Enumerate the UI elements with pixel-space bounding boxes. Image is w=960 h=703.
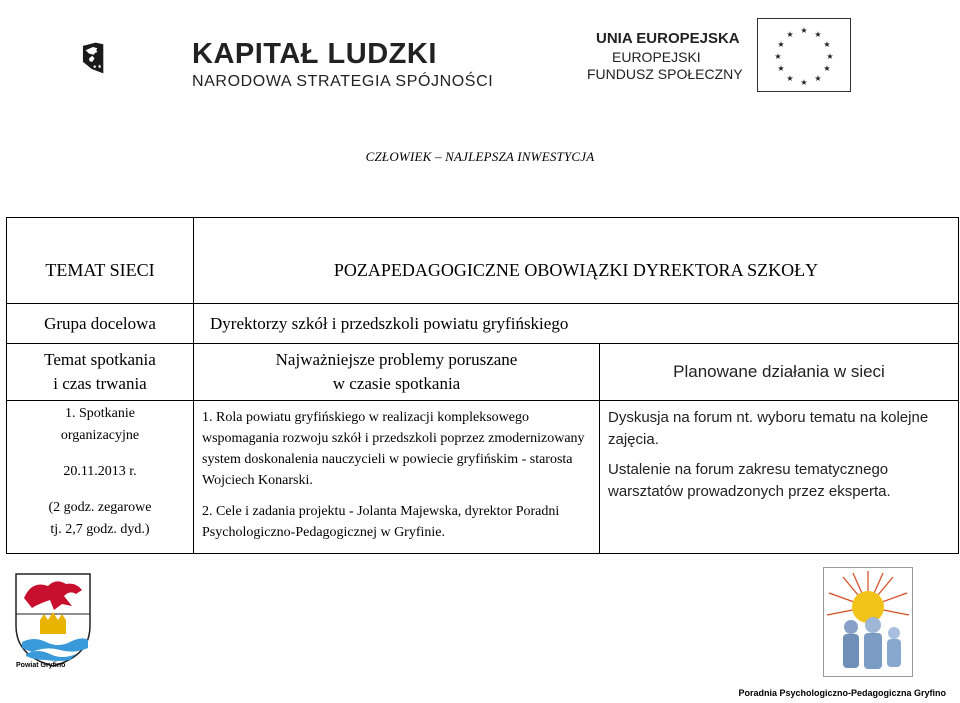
motto: CZŁOWIEK – NAJLEPSZA INWESTYCJA: [365, 149, 595, 164]
problem-item-1: 1. Rola powiatu gryfińskiego w realizacji kompleksowego wspomagania rozwoju szkół i przedszkoli poprzez zmodernizowany system doskonalenia nauczycieli w powiecie gryfińskim - starosta Wojciech Konarski.: [202, 410, 585, 488]
col2-header-line1: Najważniejsze problemy poruszane: [275, 350, 518, 369]
svg-text:★: ★: [786, 74, 794, 83]
meeting-duration-line1: (2 godz. zegarowe: [48, 500, 152, 515]
group-value: Dyrektorzy szkół i przedszkoli powiatu gryfińskiego: [210, 313, 569, 333]
svg-text:★: ★: [777, 40, 785, 49]
svg-text:★: ★: [786, 30, 794, 39]
svg-text:★: ★: [814, 74, 822, 83]
col1-header-cell: [7, 344, 194, 401]
col2-header-line2: w czasie spotkania: [332, 374, 461, 393]
svg-text:★: ★: [814, 30, 822, 39]
meeting-title-line2: organizacyjne: [60, 428, 140, 443]
svg-text:★: ★: [826, 52, 834, 61]
kapital-ludzki-logo: [78, 2, 188, 114]
col2-header-cell: [194, 344, 600, 401]
topic-label: TEMAT SIECI: [45, 260, 155, 280]
poradnia-label: Poradnia Psychologiczno-Pedagogiczna Gryfino: [738, 688, 946, 698]
topic-value-cell: [194, 218, 959, 304]
col1-header-line1: Temat spotkania: [44, 350, 156, 369]
col3-header: Planowane działania w sieci: [673, 362, 885, 381]
meeting-table: [6, 217, 959, 554]
problems-cell: [194, 401, 600, 554]
eu-flag-icon: [757, 18, 851, 92]
col1-header-line2: i czas trwania: [53, 374, 147, 393]
problem-item-2: 2. Cele i zadania projektu - Jolanta Majewska, dyrektor Poradni Psychologiczno-Pedagogicznej w Gryfinie.: [202, 504, 560, 540]
svg-text:★: ★: [777, 64, 785, 73]
svg-text:★: ★: [800, 26, 808, 35]
poradnia-illustration: [823, 567, 913, 677]
group-value-cell: [194, 304, 959, 344]
col3-header-cell: [600, 344, 959, 401]
eu-subtitle-2: FUNDUSZ SPOŁECZNY: [587, 66, 743, 82]
meeting-info-cell: [7, 401, 194, 554]
group-label: Grupa docelowa: [44, 313, 156, 333]
eu-subtitle-1: EUROPEJSKI: [612, 49, 701, 65]
meeting-date: 20.11.2013 r.: [63, 464, 137, 479]
meeting-title-line1: 1. Spotkanie: [65, 406, 135, 421]
powiat-label: Powiat Gryfino: [16, 662, 66, 669]
svg-text:★: ★: [823, 64, 831, 73]
kapital-ludzki-title: KAPITAŁ LUDZKI: [192, 38, 437, 70]
svg-text:★: ★: [774, 52, 782, 61]
group-label-cell: [7, 304, 194, 344]
svg-text:★: ★: [800, 78, 808, 87]
plan-item-2: Ustalenie na forum zakresu tematycznego warsztatów prowadzonych przez eksperta.: [608, 461, 891, 500]
plans-cell: [600, 401, 959, 554]
topic-value: POZAPEDAGOGICZNE OBOWIĄZKI DYREKTORA SZKOŁY: [333, 260, 819, 280]
kapital-ludzki-subtitle: NARODOWA STRATEGIA SPÓJNOŚCI: [192, 73, 494, 90]
powiat-gryfino-logo: [10, 570, 96, 672]
svg-text:★: ★: [823, 40, 831, 49]
plan-item-1: Dyskusja na forum nt. wyboru tematu na kolejne zajęcia.: [608, 409, 929, 448]
coat-of-arms-icon: [10, 570, 96, 672]
meeting-duration-line2: tj. 2,7 godz. dyd.): [50, 522, 150, 537]
eu-title: UNIA EUROPEJSKA: [596, 30, 740, 47]
topic-label-cell: [7, 218, 194, 304]
